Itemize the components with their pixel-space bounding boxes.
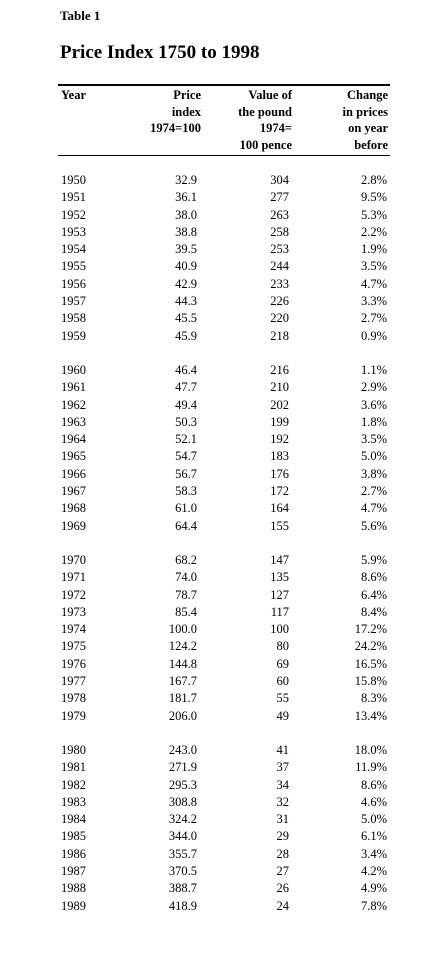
cell-value-of-pound: 127 xyxy=(270,587,289,602)
cell-value-of-pound: 28 xyxy=(276,846,289,861)
cell-price-index: 47.7 xyxy=(175,380,197,395)
header-change-line: before xyxy=(354,137,388,152)
table-row xyxy=(0,828,438,845)
cell-year: 1970 xyxy=(61,553,86,567)
row-group xyxy=(0,362,438,535)
cell-change: 1.1% xyxy=(360,363,387,377)
header-change-in-prices xyxy=(308,87,388,153)
header-value-of-pound xyxy=(212,87,292,153)
cell-year: 1975 xyxy=(61,639,86,654)
cell-year: 1957 xyxy=(61,294,86,309)
cell-year: 1987 xyxy=(61,864,86,879)
table-row xyxy=(0,759,438,776)
cell-price-index: 100.0 xyxy=(168,622,197,637)
table-row xyxy=(0,708,438,725)
cell-year: 1971 xyxy=(61,570,86,585)
cell-value-of-pound: 216 xyxy=(270,363,289,377)
table-row xyxy=(0,276,438,293)
cell-price-index: 54.7 xyxy=(175,449,197,464)
cell-price-index: 36.1 xyxy=(175,190,197,205)
table-row xyxy=(0,448,438,465)
cell-price-index: 85.4 xyxy=(175,604,197,619)
cell-value-of-pound: 80 xyxy=(276,639,289,654)
cell-change: 4.9% xyxy=(360,881,387,896)
table-row xyxy=(0,258,438,275)
cell-price-index: 344.0 xyxy=(168,829,197,844)
cell-change: 3.4% xyxy=(360,846,387,861)
cell-change: 18.0% xyxy=(354,743,387,757)
table-row xyxy=(0,880,438,897)
cell-change: 4.6% xyxy=(360,794,387,809)
cell-change: 8.3% xyxy=(360,691,387,706)
cell-value-of-pound: 218 xyxy=(270,328,289,343)
header-price-index xyxy=(130,87,201,137)
table-row xyxy=(0,379,438,396)
table-row xyxy=(0,414,438,431)
header-year xyxy=(61,87,86,104)
cell-value-of-pound: 41 xyxy=(276,743,289,757)
cell-year: 1960 xyxy=(61,363,86,377)
table-row xyxy=(0,397,438,414)
cell-change: 2.7% xyxy=(360,311,387,326)
cell-value-of-pound: 176 xyxy=(270,466,289,481)
header-year-line: Year xyxy=(61,88,86,102)
table-row xyxy=(0,466,438,483)
cell-value-of-pound: 253 xyxy=(270,242,289,257)
cell-price-index: 38.0 xyxy=(175,207,197,222)
cell-change: 8.6% xyxy=(360,777,387,792)
cell-value-of-pound: 31 xyxy=(276,812,289,827)
cell-change: 5.3% xyxy=(360,207,387,222)
cell-price-index: 181.7 xyxy=(168,691,197,706)
table-row xyxy=(0,898,438,915)
cell-price-index: 167.7 xyxy=(168,674,197,689)
cell-price-index: 295.3 xyxy=(168,777,197,792)
cell-change: 16.5% xyxy=(354,656,387,671)
cell-year: 1961 xyxy=(61,380,86,395)
cell-change: 3.5% xyxy=(360,432,387,447)
cell-price-index: 418.9 xyxy=(168,898,197,913)
cell-value-of-pound: 304 xyxy=(270,173,289,187)
cell-year: 1981 xyxy=(61,760,86,775)
cell-year: 1988 xyxy=(61,881,86,896)
header-change-line: Change xyxy=(347,88,388,102)
table-row xyxy=(0,846,438,863)
cell-price-index: 271.9 xyxy=(168,760,197,775)
cell-change: 6.1% xyxy=(360,829,387,844)
cell-year: 1969 xyxy=(61,518,86,533)
header-price-line: 1974=100 xyxy=(150,121,201,135)
cell-year: 1962 xyxy=(61,397,86,412)
cell-value-of-pound: 155 xyxy=(270,518,289,533)
cell-year: 1986 xyxy=(61,846,86,861)
cell-value-of-pound: 29 xyxy=(276,829,289,844)
table-row xyxy=(0,673,438,690)
cell-price-index: 68.2 xyxy=(175,553,197,567)
cell-year: 1978 xyxy=(61,691,86,706)
header-value-line: 1974= xyxy=(259,121,292,135)
cell-year: 1968 xyxy=(61,501,86,516)
cell-year: 1965 xyxy=(61,449,86,464)
cell-year: 1967 xyxy=(61,484,86,499)
table-row xyxy=(0,207,438,224)
cell-change: 5.0% xyxy=(360,812,387,827)
cell-price-index: 42.9 xyxy=(175,276,197,291)
row-group xyxy=(0,172,438,345)
table-row xyxy=(0,241,438,258)
cell-change: 8.6% xyxy=(360,570,387,585)
cell-price-index: 49.4 xyxy=(175,397,197,412)
cell-value-of-pound: 34 xyxy=(276,777,289,792)
cell-change: 11.9% xyxy=(355,760,387,775)
cell-price-index: 58.3 xyxy=(175,484,197,499)
cell-price-index: 74.0 xyxy=(175,570,197,585)
cell-price-index: 206.0 xyxy=(168,708,197,723)
cell-change: 4.7% xyxy=(360,501,387,516)
header-value-line: the pound xyxy=(238,104,292,119)
cell-change: 5.9% xyxy=(360,553,387,567)
table-row xyxy=(0,656,438,673)
cell-year: 1972 xyxy=(61,587,86,602)
cell-value-of-pound: 210 xyxy=(270,380,289,395)
cell-value-of-pound: 135 xyxy=(270,570,289,585)
cell-price-index: 355.7 xyxy=(168,846,197,861)
cell-value-of-pound: 226 xyxy=(270,294,289,309)
table-row xyxy=(0,777,438,794)
table-row xyxy=(0,552,438,569)
cell-price-index: 308.8 xyxy=(168,794,197,809)
table-row xyxy=(0,483,438,500)
cell-value-of-pound: 27 xyxy=(276,864,289,879)
cell-price-index: 64.4 xyxy=(175,518,197,533)
cell-price-index: 39.5 xyxy=(175,242,197,257)
cell-year: 1989 xyxy=(61,898,86,913)
row-group xyxy=(0,552,438,725)
header-value-line: Value of xyxy=(248,88,292,102)
cell-value-of-pound: 192 xyxy=(270,432,289,447)
cell-change: 24.2% xyxy=(354,639,387,654)
cell-change: 3.5% xyxy=(360,259,387,274)
cell-price-index: 144.8 xyxy=(168,656,197,671)
cell-value-of-pound: 32 xyxy=(276,794,289,809)
cell-change: 1.9% xyxy=(360,242,387,257)
cell-price-index: 324.2 xyxy=(168,812,197,827)
table-title: Price Index 1750 to 1998 xyxy=(60,42,260,63)
table-row xyxy=(0,431,438,448)
cell-price-index: 44.3 xyxy=(175,294,197,309)
cell-price-index: 50.3 xyxy=(175,414,197,429)
cell-value-of-pound: 258 xyxy=(270,224,289,239)
row-group xyxy=(0,742,438,915)
table-row xyxy=(0,742,438,759)
cell-price-index: 243.0 xyxy=(168,743,197,757)
cell-change: 2.8% xyxy=(360,173,387,187)
cell-year: 1973 xyxy=(61,604,86,619)
cell-change: 8.4% xyxy=(360,604,387,619)
cell-change: 4.7% xyxy=(360,276,387,291)
cell-value-of-pound: 172 xyxy=(270,484,289,499)
cell-value-of-pound: 26 xyxy=(276,881,289,896)
table-row xyxy=(0,518,438,535)
cell-change: 15.8% xyxy=(354,674,387,689)
table-row xyxy=(0,500,438,517)
cell-year: 1984 xyxy=(61,812,86,827)
cell-value-of-pound: 60 xyxy=(276,674,289,689)
cell-change: 2.2% xyxy=(360,224,387,239)
cell-change: 5.6% xyxy=(360,518,387,533)
cell-value-of-pound: 220 xyxy=(270,311,289,326)
cell-value-of-pound: 183 xyxy=(270,449,289,464)
table-row xyxy=(0,811,438,828)
cell-price-index: 388.7 xyxy=(168,881,197,896)
cell-year: 1980 xyxy=(61,743,86,757)
cell-price-index: 56.7 xyxy=(175,466,197,481)
cell-value-of-pound: 37 xyxy=(276,760,289,775)
cell-year: 1976 xyxy=(61,656,86,671)
cell-year: 1974 xyxy=(61,622,86,637)
table-label: Table 1 xyxy=(60,8,101,23)
cell-year: 1979 xyxy=(61,708,86,723)
cell-price-index: 40.9 xyxy=(175,259,197,274)
table-row xyxy=(0,172,438,189)
cell-value-of-pound: 117 xyxy=(270,604,289,619)
cell-year: 1958 xyxy=(61,311,86,326)
header-price-line: Price xyxy=(173,88,201,102)
header-rule xyxy=(58,155,390,156)
table-row xyxy=(0,569,438,586)
header-value-line: 100 pence xyxy=(239,137,292,152)
table-row xyxy=(0,863,438,880)
cell-value-of-pound: 69 xyxy=(276,656,289,671)
table-row xyxy=(0,293,438,310)
cell-change: 5.0% xyxy=(360,449,387,464)
cell-value-of-pound: 244 xyxy=(270,259,289,274)
cell-year: 1982 xyxy=(61,777,86,792)
cell-year: 1966 xyxy=(61,466,86,481)
cell-price-index: 61.0 xyxy=(175,501,197,516)
cell-value-of-pound: 49 xyxy=(276,708,289,723)
cell-value-of-pound: 277 xyxy=(270,190,289,205)
cell-year: 1963 xyxy=(61,414,86,429)
cell-change: 13.4% xyxy=(354,708,387,723)
header-price-line: index xyxy=(171,104,201,119)
cell-change: 17.2% xyxy=(354,622,387,637)
cell-year: 1956 xyxy=(61,276,86,291)
header-change-line: on year xyxy=(348,121,388,135)
cell-year: 1953 xyxy=(61,224,86,239)
cell-change: 2.7% xyxy=(360,484,387,499)
cell-value-of-pound: 24 xyxy=(276,898,289,913)
table-row xyxy=(0,690,438,707)
cell-price-index: 38.8 xyxy=(175,224,197,239)
cell-year: 1951 xyxy=(61,190,86,205)
cell-change: 3.6% xyxy=(360,397,387,412)
cell-change: 1.8% xyxy=(360,414,387,429)
cell-price-index: 78.7 xyxy=(175,587,197,602)
cell-year: 1952 xyxy=(61,207,86,222)
table-row xyxy=(0,189,438,206)
table-row xyxy=(0,587,438,604)
table-row xyxy=(0,310,438,327)
cell-change: 6.4% xyxy=(360,587,387,602)
cell-year: 1954 xyxy=(61,242,86,257)
cell-change: 0.9% xyxy=(360,328,387,343)
table-row xyxy=(0,794,438,811)
cell-value-of-pound: 164 xyxy=(270,501,289,516)
top-rule xyxy=(58,84,390,86)
table-row xyxy=(0,362,438,379)
cell-price-index: 45.9 xyxy=(175,328,197,343)
cell-price-index: 46.4 xyxy=(175,363,197,377)
table-row xyxy=(0,638,438,655)
cell-value-of-pound: 147 xyxy=(270,553,289,567)
cell-year: 1985 xyxy=(61,829,86,844)
header-change-line: in prices xyxy=(342,104,388,119)
cell-change: 3.3% xyxy=(360,294,387,309)
cell-year: 1955 xyxy=(61,259,86,274)
cell-year: 1964 xyxy=(61,432,86,447)
cell-price-index: 52.1 xyxy=(175,432,197,447)
cell-value-of-pound: 199 xyxy=(270,414,289,429)
cell-price-index: 32.9 xyxy=(175,173,197,187)
table-row xyxy=(0,328,438,345)
cell-change: 7.8% xyxy=(360,898,387,913)
cell-year: 1983 xyxy=(61,794,86,809)
cell-value-of-pound: 100 xyxy=(270,622,289,637)
table-row xyxy=(0,621,438,638)
cell-year: 1950 xyxy=(61,173,86,187)
cell-price-index: 124.2 xyxy=(168,639,197,654)
cell-change: 3.8% xyxy=(360,466,387,481)
cell-value-of-pound: 55 xyxy=(276,691,289,706)
cell-year: 1977 xyxy=(61,674,86,689)
table-row xyxy=(0,224,438,241)
cell-change: 2.9% xyxy=(360,380,387,395)
cell-price-index: 45.5 xyxy=(175,311,197,326)
cell-year: 1959 xyxy=(61,328,86,343)
cell-price-index: 370.5 xyxy=(168,864,197,879)
cell-value-of-pound: 233 xyxy=(270,276,289,291)
cell-value-of-pound: 202 xyxy=(270,397,289,412)
cell-change: 4.2% xyxy=(360,864,387,879)
cell-value-of-pound: 263 xyxy=(270,207,289,222)
table-row xyxy=(0,604,438,621)
cell-change: 9.5% xyxy=(360,190,387,205)
